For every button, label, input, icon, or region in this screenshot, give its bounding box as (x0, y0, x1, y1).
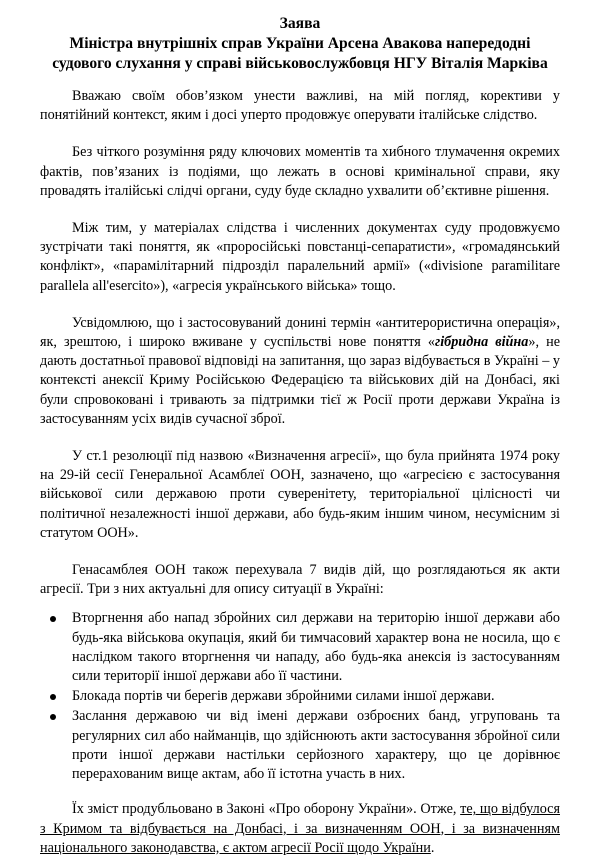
list-item (40, 707, 560, 784)
bullet-icon (50, 714, 56, 720)
paragraph-2: Без чіткого розуміння ряду ключових моментів та хибного тлумачення окремих фактів, пов’язаних із подіями, що лежать в основі кримінальної справи, яку провадять італійські слідчі органи, суду буде складно ухвалити об’єктивне рішення. (40, 144, 560, 199)
hybrid-war-term: гібридна війна (434, 334, 529, 351)
list-item-text: Блокада портів чи берегів держави збройними силами іншої держави. (72, 688, 495, 705)
title-line-2: Міністра внутрішніх справ України Арсена Авакова напередодні (69, 35, 531, 52)
title-line-1: Заява (279, 15, 321, 32)
paragraph-4-part-a: Усвідомлюю, що і застосовуваний донині термін «антитерористична операція», як, зрештою, і широко вживане у суспільстві нове поняття « (40, 314, 560, 351)
paragraph-6: Генасамблея ООН також перехувала 7 видів дій, що розглядаються як акти агресії. Три з них актуальні для опису ситуації в Україні: (40, 562, 560, 598)
bullet-icon (50, 616, 56, 622)
paragraph-3: Між тим, у матеріалах слідства і численних документах суду продовжуємо зустрічати такі поняття, як «проросійські повстанці-сепаратисти», «громадянський конфлікт», «парамілітарний підрозділ паралельний армії» («divisione paramilitare parallela all'esercito»), «агресія українського війська» тощо. (40, 220, 560, 294)
list-item (40, 687, 560, 706)
final-paragraph-underlined: те, що відбулося з Кримом та відбувається на Донбасі, і за визначенням ООН, і за визначенням національного законодавства, є актом агресії Росії щодо України (40, 801, 560, 856)
paragraph-4 (40, 314, 560, 429)
paragraph-4-part-b: », не дають достатньої правової відповіді на запитання, що зараз відбувається в Україні – у контексті анексії Криму Російською Федерацією та військових дій на Донбасі, які були спровоковані і тривають за підтримки тієї ж Росії проти держави Україна із застосуванням усіх видів сучасної зброї. (40, 334, 560, 427)
title-line-3: судового слухання у справі військовослужбовця НГУ Віталія Марківа (52, 55, 548, 72)
bullet-icon (50, 694, 56, 700)
final-paragraph-plain: Їх зміст продубльовано в Законі «Про оборону України». Отже, (72, 801, 461, 818)
list-item-text: Вторгнення або напад збройних сил держави на територію іншої держави або будь-яка військова окупація, який би тимчасовий характер вона не носила, що є наслідком такого вторгнення чи нападу, або будь-яка анексія із застосуванням сили території іншої держави або її частини. (72, 610, 560, 685)
paragraph-5: У ст.1 резолюції під назвою «Визначення агресії», що була прийнята 1974 року на 29-ій сесії Генеральної Асамблеї ООН, зазначено, що «агресією є застосування військової сили державою проти суверенітету, територіальної цілісності чи політичної незалежності іншої держави, або будь-яким іншим чином, несумісним зі статутом ООН». (40, 448, 560, 541)
list-item-text: Заслання державою чи від імені держави озброєних банд, угруповань та регулярних сил або найманців, що здійснюють акти застосування збройної сили проти іншої держави настільки серйозного характеру, що це дорівнює перерахованим вище актам, або її істотна участь в них. (72, 708, 560, 783)
aggression-acts-list (40, 609, 560, 784)
list-item (40, 609, 560, 686)
paragraph-1: Вважаю своїм обов’язком унести важливі, на мій погляд, корективи у понятійний контекст, яким і досі уперто продовжує оперувати італійське слідство. (40, 88, 560, 124)
document-title (40, 14, 560, 74)
final-paragraph (40, 800, 560, 858)
final-paragraph-end: . (430, 839, 435, 856)
